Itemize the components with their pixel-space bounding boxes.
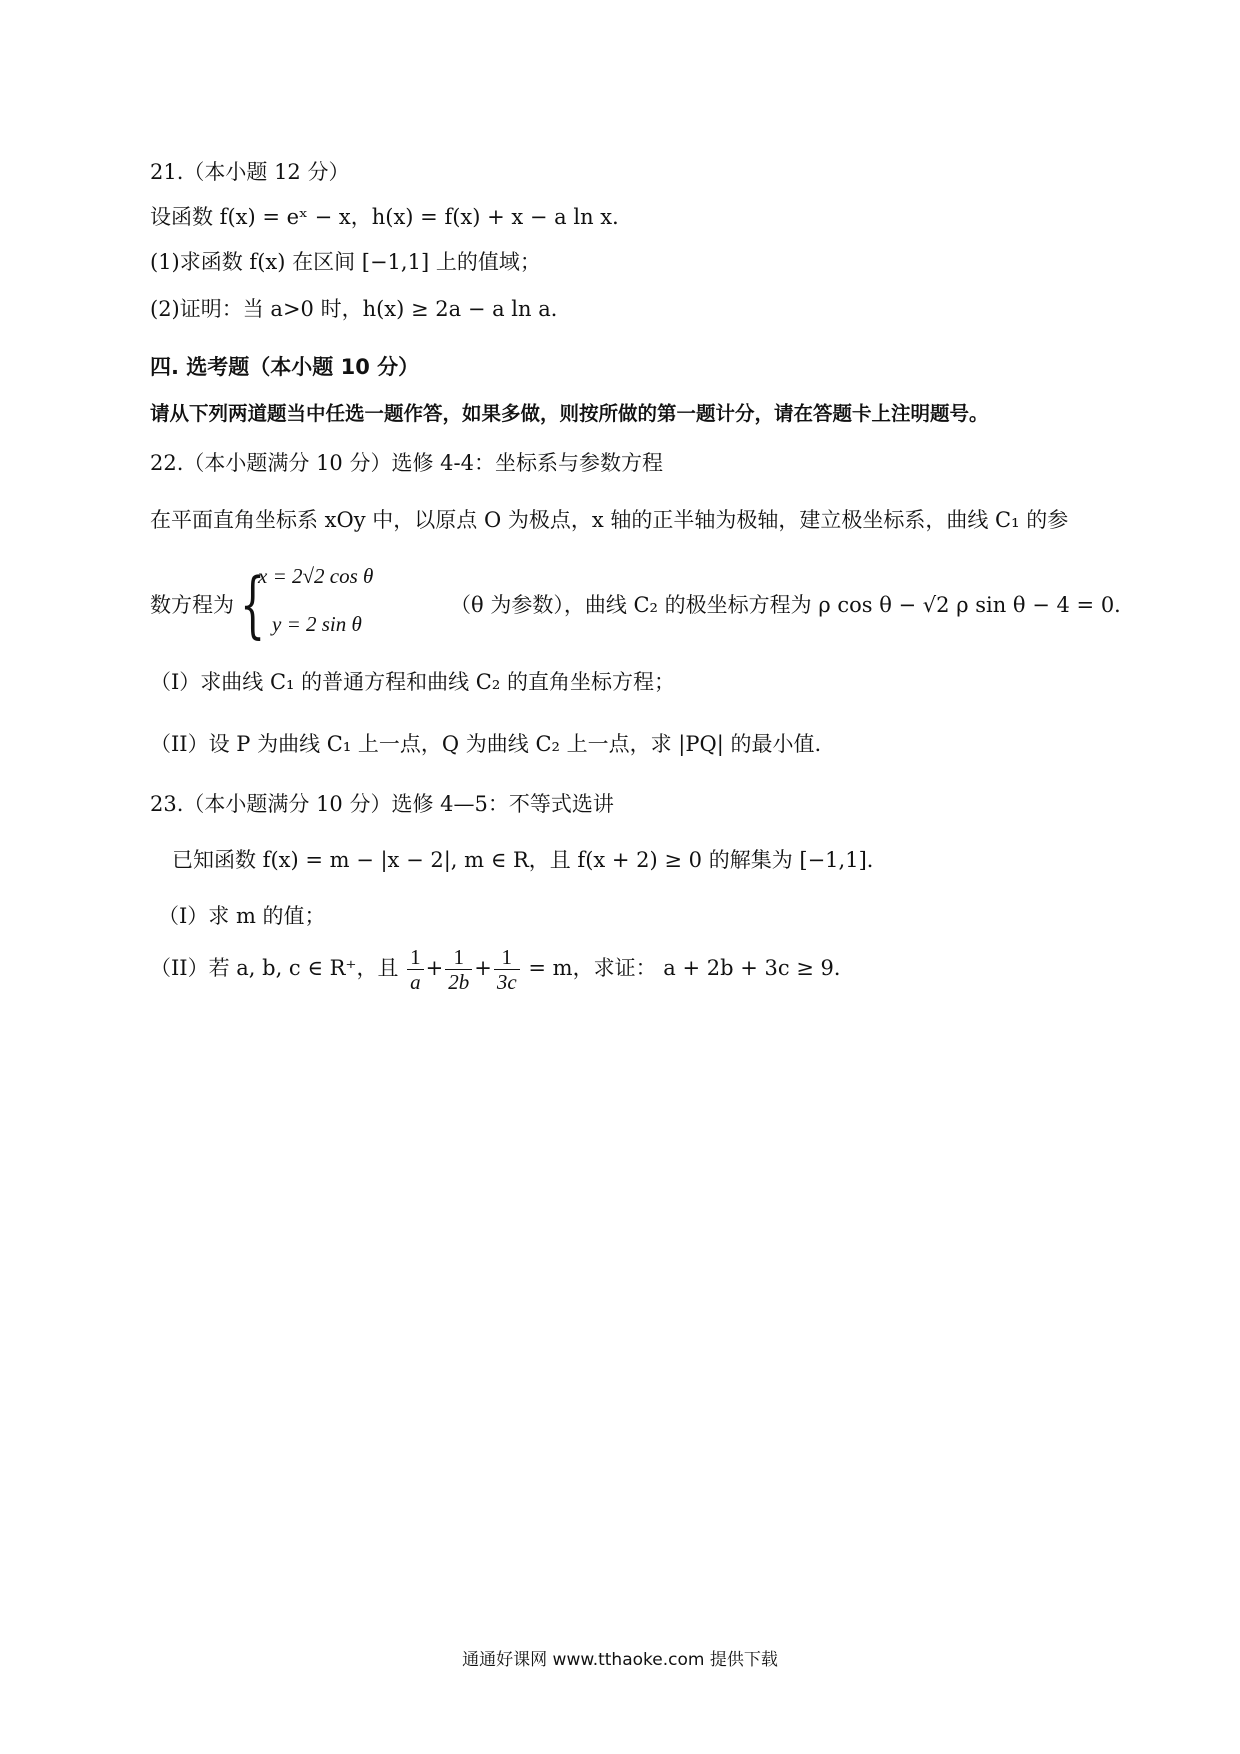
q22-part2: （II）设 P 为曲线 C₁ 上一点，Q 为曲线 C₂ 上一点，求 |PQ| 的最小值. bbox=[150, 732, 822, 756]
q21-header: 21.（本小题 12 分） bbox=[150, 160, 350, 184]
frac3-denominator: 3c bbox=[496, 970, 517, 995]
q23-part2: （II）若 a, b, c ∈ R⁺，且 $\frac{1}{a}$ + $\frac{1}{2b}$ + $\frac{1}{3c}$ = m，求证： a + 2b + 3c ≥ 9． bbox=[150, 945, 855, 995]
q23-part2-prefix: （II）若 a, b, c ∈ R⁺，且 bbox=[150, 956, 399, 981]
q22-intro: 在平面直角坐标系 xOy 中，以原点 O 为极点，x 轴的正半轴为极轴，建立极坐标系，曲线 C₁ 的参 bbox=[150, 508, 1069, 532]
q22-part1: （I）求曲线 C₁ 的普通方程和曲线 C₂ 的直角坐标方程； bbox=[150, 670, 675, 694]
frac3-numerator: 1 bbox=[494, 945, 520, 970]
q21-part2: (2)证明：当 a>0 时，h(x) ≥ 2a − a ln a． bbox=[150, 297, 572, 321]
section4-instruction: 请从下列两道题当中任选一题作答，如果多做，则按所做的第一题计分，请在答题卡上注明题号。 bbox=[150, 402, 989, 425]
q22-parametric-equation bbox=[150, 560, 1136, 650]
q23-header: 23.（本小题满分 10 分）选修 4—5：不等式选讲 bbox=[150, 792, 614, 816]
q23-part1: （I）求 m 的值； bbox=[158, 904, 326, 928]
fraction-1-over-a bbox=[407, 945, 424, 994]
q21-part1: (1)求函数 f(x) 在区间 [−1,1] 上的值域； bbox=[150, 250, 541, 274]
q22-eq-x: x = 2√2 cos θ bbox=[258, 564, 374, 588]
frac1-numerator: 1 bbox=[407, 945, 424, 970]
q23-given: 已知函数 f(x) = m − |x − 2|, m ∈ R，且 f(x + 2) ≥ 0 的解集为 [−1,1]． bbox=[172, 848, 888, 872]
q23-part2-suffix: = m，求证： a + 2b + 3c ≥ 9． bbox=[528, 956, 855, 981]
q21-given: 设函数 f(x) = eˣ − x，h(x) = f(x) + x − a ln x． bbox=[150, 205, 634, 229]
section4-title: 四. 选考题（本小题 10 分） bbox=[150, 355, 420, 379]
frac2-numerator: 1 bbox=[445, 945, 472, 970]
frac2-denominator: 2b bbox=[448, 970, 470, 995]
q22-system-lead: 数方程为 bbox=[150, 593, 234, 617]
q22-eq-y: y = 2 sin θ bbox=[272, 612, 362, 636]
page-footer: 通通好课网 www.tthaoke.com 提供下载 bbox=[462, 1650, 778, 1670]
q22-system-rest: （θ 为参数），曲线 C₂ 的极坐标方程为 ρ cos θ − √2 ρ sin θ − 4 = 0． bbox=[450, 593, 1136, 617]
fraction-1-over-2b bbox=[445, 945, 472, 994]
fraction-1-over-3c bbox=[494, 945, 520, 994]
frac1-denominator: a bbox=[410, 970, 421, 995]
left-brace-icon: { bbox=[240, 562, 266, 646]
q22-header: 22.（本小题满分 10 分）选修 4-4：坐标系与参数方程 bbox=[150, 451, 663, 475]
